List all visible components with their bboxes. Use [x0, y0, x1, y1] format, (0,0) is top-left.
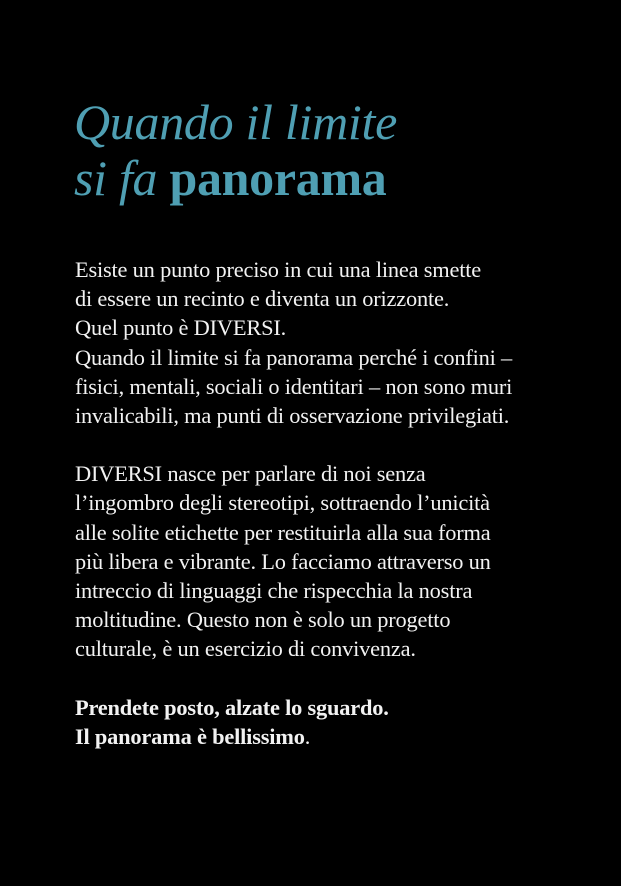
text-line: fisici, mentali, sociali o identitari – non sono muri: [75, 373, 513, 399]
title-line-1: Quando il limite: [74, 94, 397, 150]
paragraph-closing: [75, 693, 575, 751]
title-line-2: [74, 150, 397, 206]
body-text: [75, 255, 575, 780]
closing-line-2-bold: Il panorama è bellissimo: [75, 723, 305, 749]
paragraph-intro: [75, 255, 575, 430]
text-line: Quando il limite si fa panorama perché i confini –: [75, 344, 513, 370]
closing-line-1: Prendete posto, alzate lo sguardo.: [75, 694, 389, 720]
text-line: più libera e vibrante. Lo facciamo attraverso un: [75, 548, 491, 574]
text-line: invalicabili, ma punti di osservazione privilegiati.: [75, 403, 510, 429]
text-line: Quel punto è DIVERSI.: [75, 315, 286, 341]
text-line: l’ingombro degli stereotipi, sottraendo l’unicità: [75, 490, 490, 516]
closing-line-2: [75, 722, 575, 751]
text-line: Esiste un punto preciso in cui una linea smette: [75, 257, 481, 282]
paragraph-mission: [75, 459, 575, 663]
title-line-2-bold: panorama: [169, 150, 387, 206]
title-line-2-italic: si fa: [74, 150, 170, 206]
text-line: intreccio di linguaggi che rispecchia la nostra: [75, 578, 473, 604]
text-line: alle solite etichette per restituirla alla sua forma: [75, 519, 491, 545]
text-line: moltitudine. Questo non è solo un progetto: [75, 607, 451, 633]
text-line: culturale, è un esercizio di convivenza.: [75, 636, 416, 662]
page-title: [74, 94, 397, 206]
text-line: di essere un recinto e diventa un orizzonte.: [75, 286, 450, 312]
text-line: DIVERSI nasce per parlare di noi senza: [75, 461, 426, 487]
closing-line-2-period: .: [304, 723, 311, 749]
